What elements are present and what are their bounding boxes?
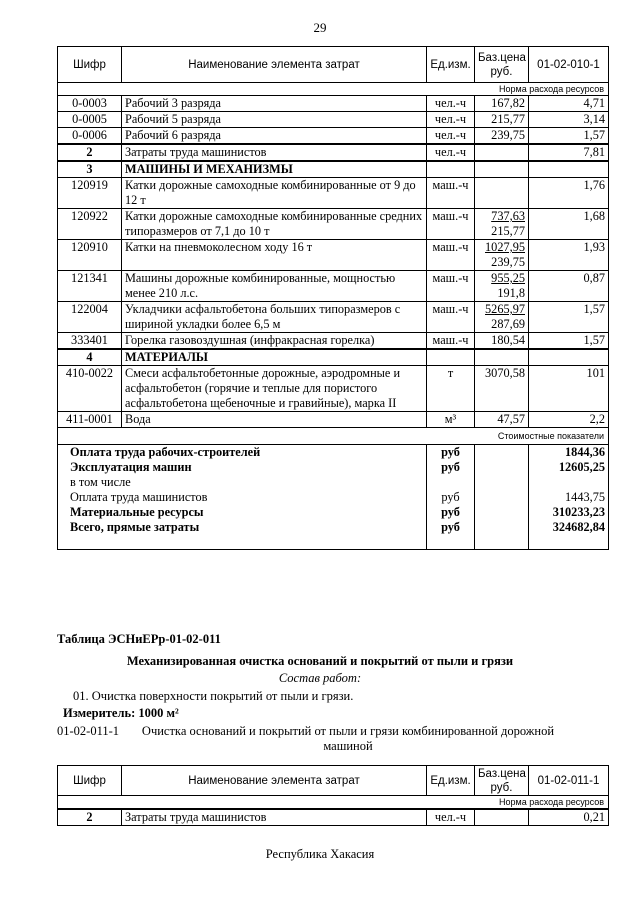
norm-label: Норма расхода ресурсов bbox=[58, 796, 609, 810]
section-row-materials: 4 МАТЕРИАЛЫ bbox=[58, 349, 609, 366]
norm-label: Норма расхода ресурсов bbox=[58, 83, 609, 96]
header-name: Наименование элемента затрат bbox=[122, 47, 427, 83]
table-header bbox=[58, 47, 609, 83]
header-unit: Ед.изм. bbox=[427, 47, 475, 83]
resource-table-2 bbox=[57, 765, 609, 826]
table-row: 0-0005 Рабочий 5 разряда чел.-ч 215,77 3,14 bbox=[58, 112, 609, 128]
header-price: Баз.цена руб. bbox=[475, 766, 529, 796]
summary-row: Всего, прямые затраты руб 324682,84 bbox=[58, 520, 609, 550]
table-row: 410-0022 Смеси асфальтобетонные дорожные, аэродромные и асфальтобетон (горячие и теплые для пористого асфальтобетона щебеночные и гравийные), марка II т 3070,58 101 bbox=[58, 366, 609, 412]
table-row: 0-0003 Рабочий 3 разряда чел.-ч 167,82 4,71 bbox=[58, 96, 609, 112]
composition-label: Состав работ: bbox=[278, 671, 362, 685]
table-row: 2 Затраты труда машинистов чел.-ч 7,81 bbox=[58, 144, 609, 161]
section-row-machines: 3 МАШИНЫ И МЕХАНИЗМЫ bbox=[58, 161, 609, 178]
resource-table-1 bbox=[57, 46, 609, 550]
header-rate-code: 01-02-011-1 bbox=[529, 766, 609, 796]
table-row: 122004 Укладчики асфальтобетона больших типоразмеров с шириной укладки более 6,5 м маш.-ч 5265,97 287,69 1,57 bbox=[58, 302, 609, 333]
summary-row: Материальные ресурсы руб 310233,23 bbox=[58, 505, 609, 520]
header-rate-code: 01-02-010-1 bbox=[529, 47, 609, 83]
header-code: Шифр bbox=[58, 766, 122, 796]
measure: Измеритель: 1000 м² bbox=[63, 706, 179, 720]
table-row: 0-0006 Рабочий 6 разряда чел.-ч 239,75 1,57 bbox=[58, 128, 609, 145]
summary-row: в том числе bbox=[58, 475, 609, 490]
table-row: 120919 Катки дорожные самоходные комбинированные от 9 до 12 т маш.-ч 1,76 bbox=[58, 178, 609, 209]
work-item: 01. Очистка поверхности покрытий от пыли и грязи. bbox=[73, 689, 354, 703]
summary-row: Оплата труда рабочих-строителей руб 1844,36 bbox=[58, 445, 609, 461]
page-number: 29 bbox=[313, 20, 327, 35]
table-title: Таблица ЭСНиЕРр-01-02-011 bbox=[57, 632, 221, 646]
table-row: 121341 Машины дорожные комбинированные, мощностью менее 210 л.с. маш.-ч 955,25 191,8 0,87 bbox=[58, 271, 609, 302]
summary-row: Эксплуатация машин руб 12605,25 bbox=[58, 460, 609, 475]
footer-region: Республика Хакасия bbox=[265, 847, 375, 861]
rate-description: Очистка оснований и покрытий от пыли и грязи комбинированной дорожной машиной bbox=[141, 724, 555, 753]
header-name: Наименование элемента затрат bbox=[122, 766, 427, 796]
section-name: Механизированная очистка оснований и покрытий от пыли и грязи bbox=[126, 654, 514, 668]
table-header bbox=[58, 766, 609, 796]
table-row: 411-0001 Вода м³ 47,57 2,2 bbox=[58, 412, 609, 428]
header-unit: Ед.изм. bbox=[427, 766, 475, 796]
header-code: Шифр bbox=[58, 47, 122, 83]
table-row: 120922 Катки дорожные самоходные комбинированные средних типоразмеров от 7,1 до 10 т маш.-ч 737,63 215,77 1,68 bbox=[58, 209, 609, 240]
table-row: 120910 Катки на пневмоколесном ходу 16 т маш.-ч 1027,95 239,75 1,93 bbox=[58, 240, 609, 271]
cost-label: Стоимостные показатели bbox=[58, 428, 609, 445]
table-row: 333401 Горелка газовоздушная (инфракрасная горелка) маш.-ч 180,54 1,57 bbox=[58, 333, 609, 350]
rate-code: 01-02-011-1 bbox=[57, 724, 120, 738]
table-row: 2 Затраты труда машинистов чел.-ч 0,21 bbox=[58, 809, 609, 826]
summary-row: Оплата труда машинистов руб 1443,75 bbox=[58, 490, 609, 505]
header-price: Баз.цена руб. bbox=[475, 47, 529, 83]
